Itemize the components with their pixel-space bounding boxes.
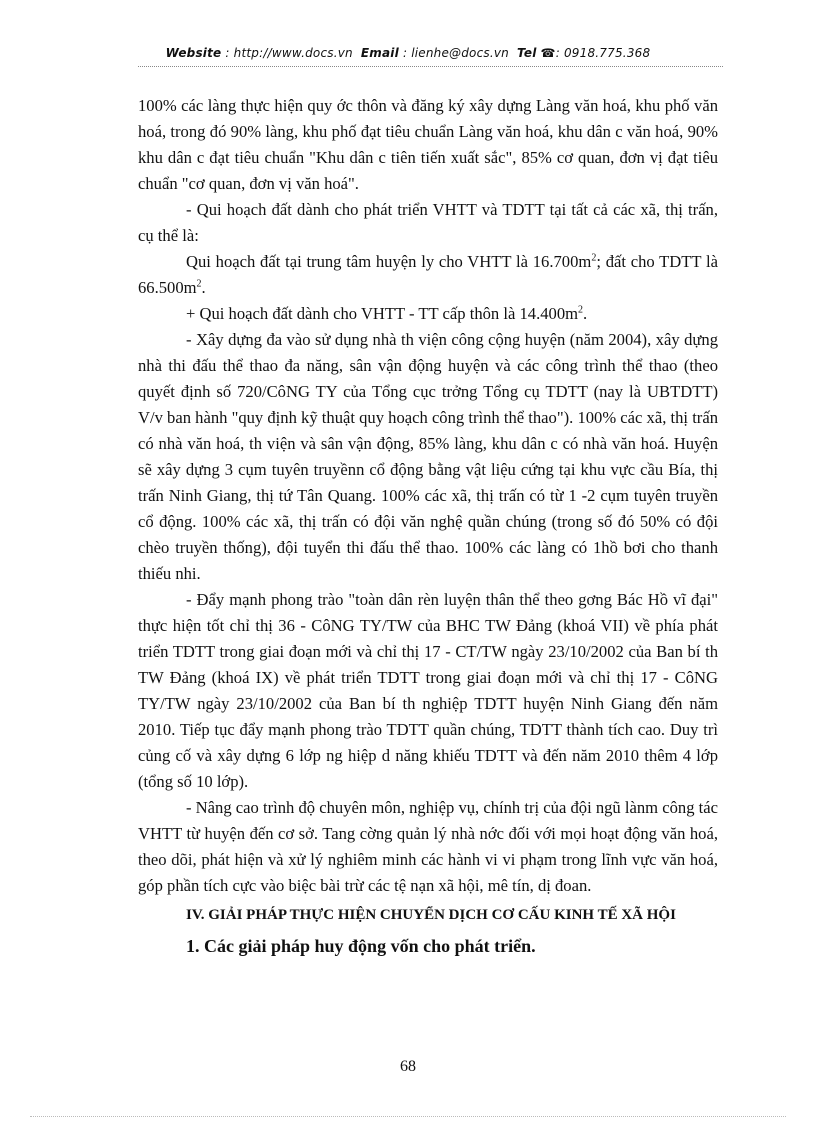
paragraph: - Xây dựng đa vào sử dụng nhà th viện công cộng huyện (năm 2004), xây dựng nhà thi đấu thể thao đa năng, sân vận động huyện và các công trình thể thao (theo quyết định số 720/CôNG TY của Tổng cục trởng Tổng cụ TDTT (nay là UBTDTT) V/v ban hành "quy định kỹ thuật quy hoạch công trình thể thao"). 100% các xã, thị trấn có nhà văn hoá, th viện và sân vận động, 85% làng, khu dân c có nhà văn hoá. Huyện sẽ xây dựng 3 cụm tuyên truyềnn cổ động bằng vật liệu cứng tại khu vực cầu Bía, thị trấn Ninh Giang, thị tứ Tân Quang. 100% các xã, thị trấn có từ 1 -2 cụm tuyên truyền cổ động. 100% các xã, thị trấn có đội văn nghệ quần chúng (trong số đó 50% có đội chèo truyền thống), đội tuyển thi đấu thể thao. 100% các làng có 1hồ bơi cho thanh thiếu nhi.: [138, 330, 718, 583]
paragraph: - Đẩy mạnh phong trào "toàn dân rèn luyện thân thể theo gơng Bác Hồ vĩ đại" thực hiện tốt chỉ thị 36 - CôNG TY/TW của BHC TW Đảng (khoá VII) về phía phát triển TDTT trong giai đoạn mới và chỉ thị 17 - CT/TW ngày 23/10/2002 của Ban bí th TW Đảng (khoá IX) về phát triển TDTT trong giai đoạn mới và chỉ thị 17 - CôNG TY/TW ngày 23/10/2002 của Ban bí th nghiệp TDTT huyện Ninh Giang đến năm 2010. Tiếp tục đẩy mạnh phong trào TDTT quần chúng, TDTT thành tích cao. Duy trì củng cố và xây dựng 6 lớp ng hiệp d năng khiếu TDTT và đến năm 2010 thêm 4 lớp (tổng số 10 lớp).: [138, 590, 718, 791]
superscript: 2: [196, 278, 202, 290]
superscript: 2: [578, 304, 584, 316]
superscript: 2: [591, 252, 597, 264]
email-value[interactable]: : lienhe@docs.vn: [402, 46, 509, 60]
subsection-heading: 1. Các giải pháp huy động vốn cho phát triển.: [186, 936, 536, 956]
paragraph-text: + Qui hoạch đất dành cho VHTT - TT cấp thôn là 14.400m: [186, 304, 579, 323]
paragraph: - Qui hoạch đất dành cho phát triển VHTT và TDTT tại tất cả các xã, thị trấn, cụ thể là:: [138, 200, 718, 245]
website-value[interactable]: : http://www.docs.vn: [225, 46, 353, 60]
land-plan-text: .: [201, 278, 206, 297]
thon-plan-paragraph: [138, 301, 718, 327]
land-plan-paragraph: [138, 249, 718, 301]
paragraph: 100% các làng thực hiện quy ớc thôn và đăng ký xây dựng Làng văn hoá, khu phố văn hoá, trong đó 90% làng, khu phố đạt tiêu chuẩn Làng văn hoá, khu dân c văn hoá, 90% khu dân c đạt tiêu chuẩn "Khu dân c tiên tiến xuất sắc", 85% cơ quan, đơn vị đạt tiêu chuẩn "cơ quan, đơn vị văn hoá".: [138, 96, 718, 193]
paragraph: - Nâng cao trình độ chuyên môn, nghiệp vụ, chính trị của đội ngũ lànm công tác VHTT từ huyện đến cơ sở. Tang cờng quản lý nhà nớc đối với mọi hoạt động văn hoá, theo dõi, phát hiện và xử lý nghiêm minh các hành vi vi phạm trong lĩnh vực văn hoá, góp phần tích cực vào biệc bài trừ các tệ nạn xã hội, mê tín, dị đoan.: [138, 798, 718, 895]
tel-label: Tel: [517, 46, 537, 60]
document-body: [138, 93, 718, 959]
tel-value: : 0918.775.368: [555, 46, 651, 60]
land-plan-text: ; đất cho TDTT là 66.500m: [138, 252, 718, 297]
footer-divider: [30, 1116, 786, 1117]
email-label: Email: [360, 46, 399, 60]
section-heading: IV. GIẢI PHÁP THỰC HIỆN CHUYỂN DỊCH CƠ CẤU KINH TẾ XÃ HỘI: [186, 907, 676, 923]
header-divider: [138, 66, 723, 67]
page-number: 68: [400, 1058, 416, 1075]
website-label: Website: [165, 46, 222, 60]
land-plan-text: Qui hoạch đất tại trung tâm huyện ly cho VHTT là 16.700m: [186, 252, 592, 271]
page-header: [0, 46, 816, 60]
phone-icon: ☎: [540, 46, 556, 60]
paragraph-text: .: [583, 304, 588, 323]
